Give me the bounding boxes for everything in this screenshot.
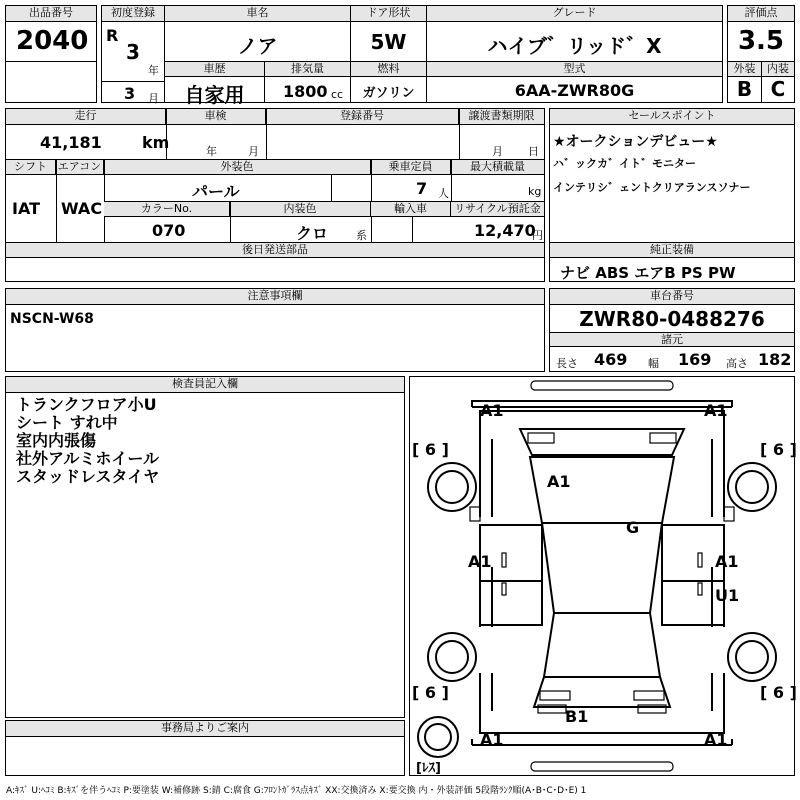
damage-right-side: A1 — [715, 552, 739, 571]
height-label: 高さ — [726, 357, 748, 370]
ext-color-value: パール — [192, 182, 240, 201]
displacement-label: 排気量 — [265, 62, 350, 77]
inspection-year-unit: 年 — [206, 145, 217, 158]
inspector-label: 検査員記入欄 — [6, 377, 404, 393]
door-box — [350, 5, 427, 62]
damage-rear-left: A1 — [480, 730, 504, 749]
chassis-box — [549, 288, 795, 372]
spare-label: [ﾚｽ] — [416, 761, 441, 776]
inspector-note-4: 社外アルミホイール — [16, 449, 160, 468]
length-value: 469 — [594, 350, 628, 369]
displacement-box — [264, 61, 351, 103]
damage-front-right: A1 — [704, 401, 728, 420]
car-name-label: 車名 — [165, 6, 350, 22]
damage-hood: A1 — [547, 472, 571, 491]
shift-label: シフト — [6, 160, 56, 175]
displacement-value: 1800 — [283, 82, 328, 101]
chassis-label: 車台番号 — [550, 289, 794, 305]
sales-label: セールスポイント — [550, 109, 794, 125]
displacement-unit: cc — [331, 88, 344, 101]
history-value: 自家用 — [184, 83, 245, 107]
mileage-value: 41,181 — [40, 133, 102, 152]
transfer-label: 譲渡書類期限 — [459, 109, 544, 125]
shift-value: IAT — [12, 199, 41, 218]
int-color-value: クロ — [296, 224, 329, 243]
inspection-label: 車検 — [166, 109, 266, 125]
grade-label: グレード — [427, 6, 722, 22]
capacity-label: 乗車定員 — [371, 160, 451, 175]
equipment-label: 純正装備 — [550, 243, 794, 258]
equipment-value: ナビ ABS エアB PS PW — [560, 264, 736, 282]
import-label: 輸入車 — [371, 202, 451, 217]
dims-label: 諸元 — [550, 333, 794, 347]
sales-line-2: ハ゛ックカ゛イト゛モニター — [553, 157, 696, 170]
first-reg-month: 3 — [124, 84, 136, 103]
caution-value: NSCN-W68 — [10, 311, 94, 327]
history-label: 車歴 — [165, 62, 264, 77]
sales-point-box — [549, 108, 795, 282]
score-value: 3.5 — [737, 26, 785, 56]
width-value: 169 — [678, 350, 712, 369]
recycle-value: 12,470 — [474, 221, 536, 240]
score-label: 評価点 — [728, 6, 794, 22]
exterior-label: 外装 — [728, 62, 761, 77]
damage-rear-right: A1 — [704, 730, 728, 749]
details-block — [5, 108, 545, 282]
car-name-box — [164, 5, 351, 62]
model-value: 6AA-ZWR80G — [514, 81, 635, 100]
inspector-note-2: シート すれ中 — [16, 413, 118, 432]
transfer-day-unit: 日 — [528, 145, 539, 158]
transfer-month-unit: 月 — [492, 145, 503, 158]
interior-grade: C — [770, 77, 786, 101]
car-outline — [410, 377, 794, 775]
int-color-unit: 系 — [356, 229, 367, 242]
capacity-unit: 人 — [438, 187, 449, 200]
sales-line-1: ★オークションデビュー★ — [553, 134, 718, 150]
inspection-month-unit: 月 — [248, 145, 259, 158]
year-unit: 年 — [148, 64, 159, 77]
interior-label: 内装 — [762, 62, 794, 77]
exterior-grade: B — [736, 77, 753, 101]
sales-line-3: インテリシ゛ェントクリアランスソナー — [553, 181, 751, 194]
left-rear-door-icon — [480, 581, 542, 625]
office-box — [5, 720, 405, 776]
first-registration-box — [101, 5, 165, 103]
later-parts-label: 後日発送部品 — [6, 243, 544, 258]
damage-diagram — [409, 376, 795, 776]
tail-light-right-icon — [634, 691, 664, 700]
damage-rear-bumper: B1 — [565, 707, 589, 726]
max-load-label: 最大積載量 — [451, 160, 544, 175]
aircon-label: エアコン — [56, 160, 104, 175]
recycle-label: リサイクル預託金 — [451, 202, 544, 217]
model-label: 型式 — [427, 62, 722, 77]
inspector-note-3: 室内内張傷 — [16, 431, 97, 450]
color-no-value: 070 — [152, 221, 186, 240]
ext-color-label: 外装色 — [104, 160, 371, 175]
front-bar-icon — [531, 381, 673, 390]
height-value: 182 — [758, 350, 792, 369]
lot-label: 出品番号 — [6, 6, 96, 22]
damage-right-side-lower: U1 — [715, 586, 740, 605]
history-box — [164, 61, 265, 107]
length-label: 長さ — [556, 357, 578, 370]
damage-roof: G — [626, 518, 640, 537]
door-type: 5W — [370, 30, 407, 54]
registration-label: 登録番号 — [266, 109, 459, 125]
office-label: 事務局よりご案内 — [6, 721, 404, 737]
exterior-box — [727, 61, 762, 103]
damage-front-left: A1 — [480, 401, 504, 420]
inspector-note-1: トランクフロア小U — [16, 395, 157, 414]
color-no-label: カラーNo. — [104, 202, 230, 217]
tire-tread-fl: [ 6 ] — [412, 440, 449, 459]
tail-light-left-icon — [540, 691, 570, 700]
aircon-value: WAC — [61, 199, 103, 218]
inspector-box — [5, 376, 405, 718]
fuel-label: 燃料 — [351, 62, 426, 77]
tire-tread-rr: [ 6 ] — [760, 683, 797, 702]
car-name: ノア — [237, 34, 278, 58]
recycle-unit: 円 — [532, 229, 543, 242]
lot-box — [5, 5, 97, 62]
roof-icon — [542, 523, 662, 613]
grade-value: ハイブ゛リッド゛X — [487, 34, 662, 58]
lot-number: 2040 — [16, 26, 89, 56]
caution-label: 注意事項欄 — [6, 289, 544, 305]
tire-tread-fr: [ 6 ] — [760, 440, 797, 459]
chassis-value: ZWR80-0488276 — [579, 307, 765, 331]
rear-bumper-icon — [472, 739, 732, 745]
era-letter: R — [106, 26, 119, 45]
int-color-label: 内装色 — [230, 202, 371, 217]
first-reg-year: 3 — [126, 40, 140, 64]
lot-spacer — [5, 61, 97, 103]
door-label: ドア形状 — [351, 6, 426, 22]
month-unit: 月 — [148, 92, 159, 105]
grade-box — [426, 5, 723, 62]
rear-glass-icon — [544, 613, 660, 677]
inspector-note-5: スタッドレスタイヤ — [16, 467, 160, 486]
rear-bar-icon — [531, 762, 673, 771]
max-load-unit: kg — [528, 185, 542, 198]
model-box — [426, 61, 723, 103]
mileage-label: 走行 — [6, 109, 166, 125]
score-box — [727, 5, 795, 62]
fuel-box — [350, 61, 427, 103]
mileage-unit: km — [142, 133, 170, 152]
front-bumper-icon — [472, 401, 732, 407]
tire-tread-rl: [ 6 ] — [412, 683, 449, 702]
interior-box — [761, 61, 795, 103]
first-reg-label: 初度登録 — [102, 6, 164, 22]
damage-left-side: A1 — [468, 552, 492, 571]
legend-text: A:ｷｽﾞ U:ﾍｺﾐ B:ｷｽﾞを伴うﾍｺﾐ P:要塗装 W:補修跡 S:錆 C:腐食 G:ﾌﾛﾝﾄｶﾞﾗｽ点ｷｽﾞ XX:交換済み X:要交換 内・外装評価 5段階ﾗﾝｸ順(A･B･C･D･E) 1 — [6, 786, 587, 796]
width-label: 幅 — [648, 357, 659, 370]
fuel-value: ガソリン — [362, 86, 415, 101]
capacity-value: 7 — [416, 179, 428, 198]
caution-box — [5, 288, 545, 372]
